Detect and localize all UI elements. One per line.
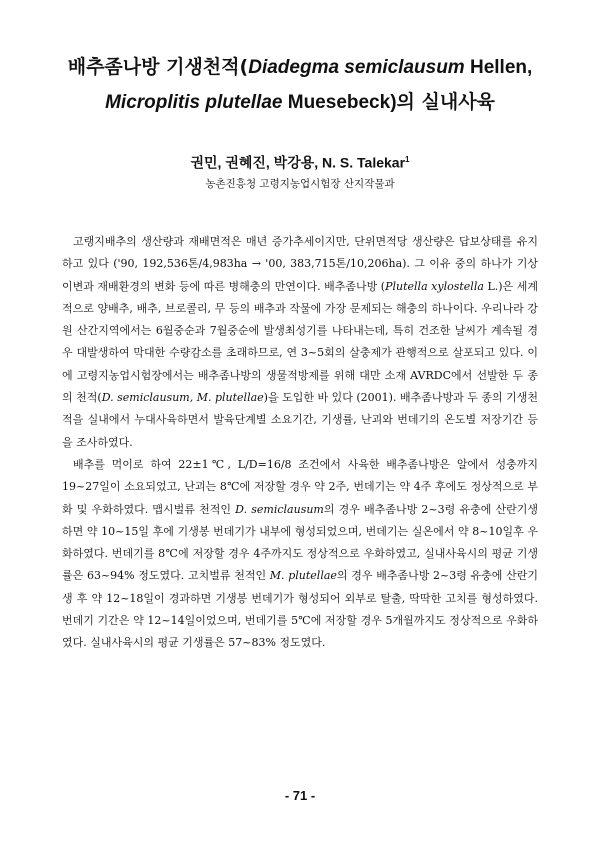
para2-text-2: 의 경우 배추좀나방 2~3령 유충에 산란기생하면 약 10~15일 후에 기생봉 번데기가 내부에 형성되었으며, 번데기는 실온에서 약 8~10일후 우화하였다. 번데기를 8℃에 저장할 경우 4주까지도 정상적으로 우화하였고, 실내사육시의 평균 기생률은 63~94% 정도였다. 고치벌류 천적인 (62, 502, 539, 583)
para1-text-1: 고랭지배추의 생산량과 재배면적은 매년 증가추세이지만, 단위면적당 생산량은 답보상태를 유지하고 있다 ('90, 192,536톤/4,983ha → '00, 383,715톤/10,206ha). 그 이유 중의 하나가 기상이변과 재배환경의 변화 등에 따른 병해충의 만연이다. 배추좀나방 ( (62, 235, 538, 293)
para2-text-3: 의 경우 배추좀나방 2~3령 유충에 산란기생 후 약 12~18일이 경과하면 기생봉 번데기가 형성되어 외부로 탈출, 딱딱한 고치를 형성하였다. 번데기 기간은 약 12~14일이었으며, 번데기를 5℃에 저장할 경우 5개월까지도 정상적으로 우화하였다. 실내사육시의 평균 기생률은 57~83% 정도였다. (62, 569, 539, 650)
title-author-1: Hellen, (464, 57, 533, 78)
abstract-paragraph-1 (62, 231, 538, 454)
paper-title (30, 50, 570, 120)
page-number: - 71 - (284, 788, 316, 803)
title-line-2 (30, 85, 570, 120)
title-korean-part: 배추좀나방 기생천적( (67, 56, 249, 78)
affiliation: 농촌진흥청 고령지농업시험장 산지작물과 (205, 178, 395, 190)
para2-text-1: 배추를 먹이로 하여 22±1℃, L/D=16/8 조건에서 사육한 배추좀나방은 알에서 성충까지 19~27일이 소요되었고, 난괴는 8℃에 저장할 경우 약 2주, 번데기는 약 4주 후에도 정상적으로 부화 및 우화하였다. 맵시벌류 천적인 (62, 457, 538, 516)
author-footnote-mark: 1 (405, 155, 410, 164)
abstract-body (62, 231, 538, 655)
para2-scientific-name-1: D. semiclausum (235, 502, 324, 516)
title-species-1: Diadegma semiclausum (248, 57, 465, 78)
author-list (30, 150, 570, 173)
para1-text-2: L.)은 세계적으로 양배추, 배추, 브로콜리, 무 등의 배추과 작물에 가장 문제되는 해충의 하나이다. 우리나라 강원 산간지역에서는 6월중순과 7월중순에 발생최성기를 나타내는데, 특히 건조한 날씨가 계속될 경우 대발생하여 막대한 수량감소를 초래하므로, 연 3~5회의 살충제가 관행적으로 살포되고 있다. 이에 고령지농업시험장에서는 배추좀나방의 생물적방제를 위해 대만 소재 AVRDC에서 선발한 두 종의 천적( (62, 279, 538, 405)
para2-scientific-name-2: M. plutellae (269, 569, 337, 583)
para1-text-3: )을 도입한 바 있다 (2001). 배추좀나방과 두 종의 기생천적을 실내에서 누대사육하면서 발육단계별 소요기간, 기생률, 난괴와 번데기의 온도별 저장기간 등을 조사하였다. (62, 391, 539, 449)
abstract-paragraph-2 (62, 454, 538, 655)
title-author-2: Muesebeck) (282, 92, 397, 113)
para1-scientific-name-1: Plutella xylostella (385, 279, 484, 293)
title-species-2: Microplitis plutellae (105, 92, 283, 113)
title-line-1 (30, 50, 570, 85)
title-korean-suffix: 의 실내사육 (396, 91, 495, 113)
author-names: 권민, 권혜진, 박강용, N. S. Talekar (190, 154, 406, 171)
para1-scientific-name-2: D. semiclausum, M. plutellae (101, 391, 264, 405)
